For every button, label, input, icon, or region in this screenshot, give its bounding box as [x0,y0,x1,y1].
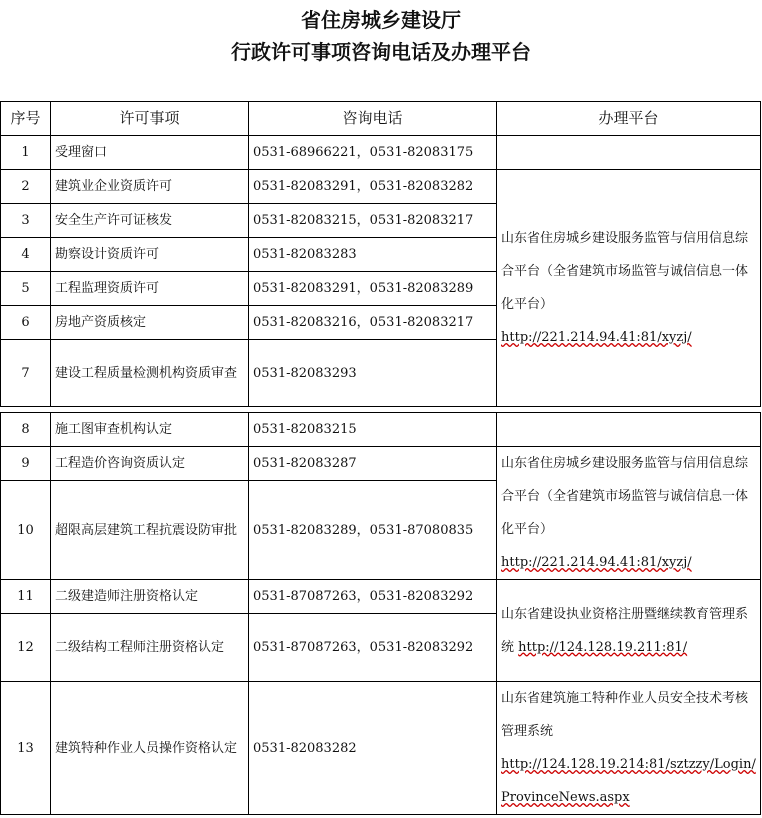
platform-cell-4 [497,682,761,815]
platform-link[interactable]: http://124.128.19.211:81/ [518,639,688,655]
platform-cell-3 [497,580,761,682]
row-no: 6 [1,306,51,340]
row-no: 1 [1,136,51,170]
header-no: 序号 [1,102,51,136]
row-phone: 0531-82083216，0531-82083217 [249,306,497,340]
row-phone: 0531-82083215，0531-82083217 [249,204,497,238]
row-item: 建设工程质量检测机构资质审查 [51,340,249,407]
row-item: 勘察设计资质许可 [51,238,249,272]
row-item: 建筑特种作业人员操作资格认定 [51,682,249,815]
row-item: 二级建造师注册资格认定 [51,580,249,614]
table-row [1,136,761,170]
row-item: 安全生产许可证核发 [51,204,249,238]
row-phone: 0531-82083291，0531-82083289 [249,272,497,306]
row-item: 施工图审查机构认定 [51,413,249,447]
row-no: 13 [1,682,51,815]
row-platform-empty [497,136,761,170]
row-phone: 0531-82083293 [249,340,497,407]
platform-text: 山东省建设执业资格注册暨继续教育管理系统 [501,606,749,655]
doc-title: 省住房城乡建设厅 [301,8,461,32]
row-item: 二级结构工程师注册资格认定 [51,614,249,682]
platform-link[interactable]: http://221.214.94.41:81/xyzj/ [501,555,692,570]
row-phone: 0531-82083215 [249,413,497,447]
row-no: 2 [1,170,51,204]
doc-subtitle: 行政许可事项咨询电话及办理平台 [231,40,531,64]
table-row [1,682,761,815]
row-phone: 0531-82083282 [249,682,497,815]
table-row [1,580,761,614]
row-item: 工程造价咨询资质认定 [51,447,249,481]
row-no: 7 [1,340,51,407]
row-phone: 0531-82083287 [249,447,497,481]
row-no: 9 [1,447,51,481]
platform-cell-1 [497,170,761,407]
row-phone: 0531-82083291，0531-82083282 [249,170,497,204]
row-no: 3 [1,204,51,238]
header-platform: 办理平台 [497,102,761,136]
row-no: 4 [1,238,51,272]
row-phone: 0531-82083283 [249,238,497,272]
platform-link[interactable]: http://221.214.94.41:81/xyzj/ [501,330,692,345]
table-row [1,447,761,481]
row-no: 8 [1,413,51,447]
platform-link[interactable]: http://124.128.19.214:81/sztzzy/Login/ProvinceNews.aspx [501,757,756,805]
row-platform-empty [497,413,761,447]
platform-text: 山东省住房城乡建设服务监管与信用信息综合平台（全省建筑市场监管与诚信信息一体化平台） [501,456,749,537]
row-item: 工程监理资质许可 [51,272,249,306]
permit-table-part1 [0,101,761,407]
platform-cell-2 [497,447,761,580]
table-row [1,170,761,204]
row-no: 11 [1,580,51,614]
row-phone: 0531-68966221，0531-82083175 [249,136,497,170]
row-phone: 0531-82083289，0531-87080835 [249,481,497,580]
row-no: 12 [1,614,51,682]
platform-text: 山东省住房城乡建设服务监管与信用信息综合平台（全省建筑市场监管与诚信信息一体化平台） [501,231,749,312]
row-item: 建筑业企业资质许可 [51,170,249,204]
row-no: 10 [1,481,51,580]
platform-text: 山东省建筑施工特种作业人员安全技术考核管理系统 [501,691,749,739]
row-item: 房地产资质核定 [51,306,249,340]
row-phone: 0531-87087263，0531-82083292 [249,614,497,682]
header-item: 许可事项 [51,102,249,136]
row-item: 受理窗口 [51,136,249,170]
table-row [1,413,761,447]
permit-table-part2 [0,412,761,815]
row-item: 超限高层建筑工程抗震设防审批 [51,481,249,580]
row-phone: 0531-87087263，0531-82083292 [249,580,497,614]
row-no: 5 [1,272,51,306]
header-phone: 咨询电话 [249,102,497,136]
